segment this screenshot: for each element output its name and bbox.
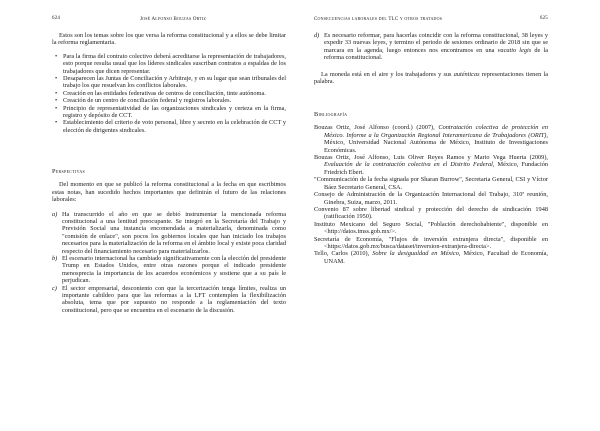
- left-running-head-title: José Alfonso Bouzas Ortiz: [140, 17, 207, 22]
- bullet-icon: •: [55, 89, 58, 97]
- reference-entry: Secretaría de Economía, "Flujos de inversión extranjera directa", disponible en <https://datos.gob.mx/busca/dataset/inversion-extranjera-directa>.: [314, 235, 548, 250]
- reference-entry: Bouzas Ortiz, José Alfonso (coord.) (2007), Contratación colectiva de protección en México. Informe a la Organización Regional Interamericana de Trabajadores (ORIT), México, Universidad Nacional Autónoma de México, Instituto de Investigaciones Económicas.: [314, 124, 549, 154]
- bibliography-list: [314, 124, 548, 265]
- list-item: • Creación de un centro de conciliación federal y registros laborales.: [55, 97, 232, 105]
- list-item: d) Es necesario reformar, para hacerlas coincidir con la reforma constitucional, 38 leyes y expedir 33 nuevas leyes, y termino el periodo de sesiones ordinario de 2018 sin que se marcara en la agenda, luego entonces nos encontramos en una vacatio legis de la reforma constitucional.: [314, 32, 548, 62]
- reference-entry: Tello, Carlos (2010), Sobre la desigualdad en México, México, Facultad de Economía, UNAM.: [314, 250, 549, 265]
- list-item: a) Ha transcurrido el año en que se debió instrumentar la mencionada reforma constitucional a una lentitud preocupante. Se integró en la Secretaría del Trabajo y Previsión Social una instancia encomendada a materializarla, denominada como "comisión de enlace", son pocos los gobiernos locales que han iniciado los trabajos necesarios para la materialización de la reforma en el ámbito local y existe poca claridad respecto del financiamiento necesario para materializarlos.: [52, 210, 286, 255]
- bullet-icon: •: [55, 119, 58, 127]
- bullet-icon: •: [55, 104, 58, 112]
- intro-paragraph: Estos son los temas sobre los que versa la reforma constitucional y a ellos se debe limitar la reforma reglamentaria.: [52, 32, 286, 47]
- left-running-head: [52, 16, 286, 22]
- list-item: c) El sector empresarial, descontento con que la tercerización tenga límites, realiza un importante cabildeo para que las reformas a la LFT contemplen la flexibilización absoluta, tema que por supuesto no responde a la reglamentación del texto constitucional, pero que se encuentra en el escenario de la discusión.: [52, 284, 286, 314]
- perspectivas-intro: Del momento en que se publicó la reforma constitucional a la fecha en que escribimos estas notas, han sucedido hechos importantes que definirán el futuro de las relaciones laborales:: [52, 181, 286, 204]
- bullet-icon: •: [55, 52, 58, 60]
- section-heading-perspectivas: Perspectivas: [52, 168, 86, 176]
- list-item: • Para la firma del contrato colectivo deberá acreditarse la representación de trabajadores, esto porque resulta usual que los líderes sindicales suscriban contratos a espaldas de los trabajadores que dicen representar.: [55, 52, 286, 75]
- list-item: b) El escenario internacional ha cambiado significativamente con la elección del presidente Trump en Estados Unidos, entre otras razones porque el indicado presidente menosprecia la importancia de los acuerdos económicos y sostiene que a su país le perjudican.: [52, 254, 286, 285]
- right-running-head: [314, 16, 548, 22]
- reference-entry: Consejo de Administración de la Organización Internacional del Trabajo, 310ª reunión, Ginebra, Suiza, marzo, 2011.: [314, 191, 548, 206]
- reference-entry: Instituto Mexicano del Seguro Social, "Población derechohabiente", disponible en <http://datos.imss.gob.mx/>.: [314, 220, 548, 236]
- section-heading-bibliografia: Bibliografía: [314, 111, 348, 119]
- list-item: • Creación en las entidades federativas de centros de conciliación, tinte autónoma.: [55, 89, 266, 97]
- list-item: • Establecimiento del criterio de voto personal, libre y secreto en la celebración de CCT y elección de dirigentes sindicales.: [55, 119, 286, 134]
- perspectivas-list-continued: [314, 32, 548, 62]
- left-page-number: 624: [52, 16, 61, 21]
- reference-entry: Bouzas Ortiz, José Alfonso, Luis Oliver Reyes Ramos y Mario Vega Huerta (2009), Evaluación de la contratación colectiva en el Distrito Federal, México, Fundación Friedrich Ebert.: [314, 154, 548, 176]
- list-item: • Principio de representatividad de las organizaciones sindicales y certeza en la firma, registro y depósito de CCT.: [55, 104, 286, 120]
- right-page: [300, 0, 600, 431]
- list-item: • Desaparecen las Juntas de Conciliación y Arbitraje, y en su lugar que sean tribunales del trabajo los que resuelvan los conflictos laborales.: [55, 75, 286, 90]
- closing-paragraph: La moneda está en el aire y los trabajadores y sus auténticas representaciones tienen la palabra.: [314, 70, 548, 86]
- reference-entry: "Communicación de la fecha signada por Sharan Burrow", Secretaria General, CSI y Víctor Báez Secretario General, CSA.: [314, 176, 548, 191]
- right-running-head-title: Consecuencias laborales del TLC y otros tratados: [314, 17, 443, 22]
- reference-entry: Convenio 87 sobre libertad sindical y protección del derecho de sindicación 1948 (ratificación 1950).: [314, 205, 548, 221]
- bullet-icon: •: [55, 97, 58, 105]
- bullet-icon: •: [55, 75, 58, 83]
- perspectivas-list: [52, 211, 286, 315]
- right-page-number: 625: [539, 16, 548, 21]
- reform-topics-list: [52, 53, 286, 134]
